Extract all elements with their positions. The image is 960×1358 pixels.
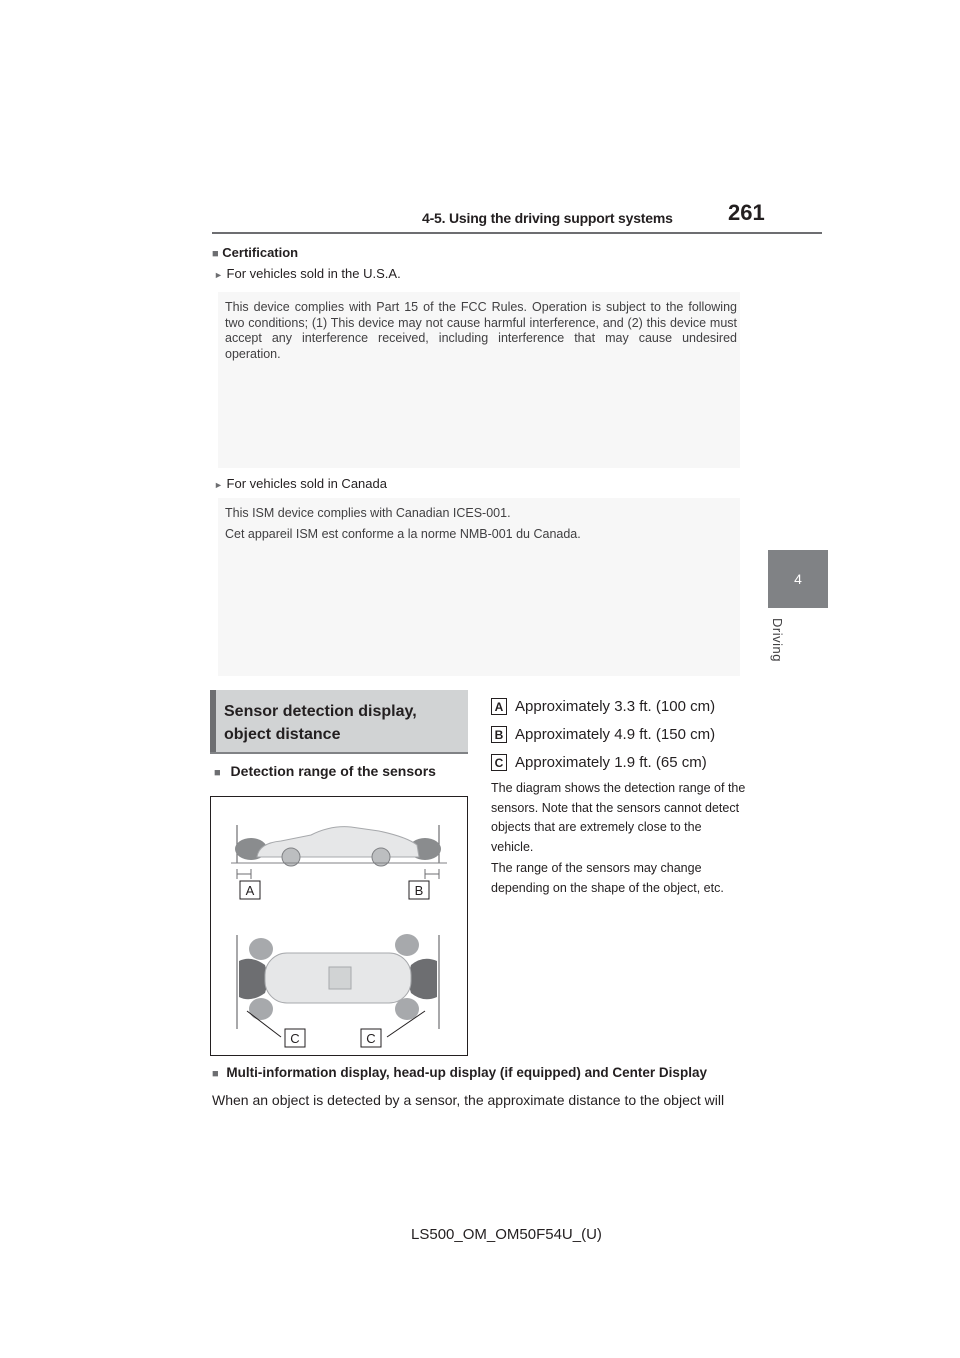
diagram-label-a: A bbox=[245, 883, 255, 898]
detection-heading-text: Detection range of the sensors bbox=[230, 763, 436, 779]
certification-heading bbox=[212, 245, 298, 260]
detection-heading bbox=[214, 763, 436, 779]
display-heading-text: Multi-information display, head-up display (if equipped) and Center Display bbox=[226, 1065, 707, 1080]
corner-sensor-zone bbox=[395, 934, 419, 956]
corner-sensor-zone bbox=[249, 998, 273, 1020]
certification-heading-text: Certification bbox=[222, 245, 299, 260]
header-rule bbox=[212, 232, 822, 234]
arrow-bullet-icon: ► bbox=[214, 480, 223, 490]
chapter-number: 4 bbox=[794, 571, 802, 587]
page-number: 261 bbox=[728, 200, 765, 225]
canada-label bbox=[214, 476, 387, 491]
sunroof bbox=[329, 967, 351, 989]
square-bullet-icon: ■ bbox=[214, 767, 221, 779]
canada-line-1: This ISM device complies with Canadian ICES-001. bbox=[225, 506, 511, 520]
diagram-label-c1: C bbox=[290, 1031, 300, 1046]
square-bullet-icon: ■ bbox=[212, 1068, 219, 1080]
diagram-label-b: B bbox=[414, 883, 424, 898]
canada-label-text: For vehicles sold in Canada bbox=[226, 476, 387, 491]
sensor-range-diagram-svg bbox=[211, 797, 467, 1055]
display-heading bbox=[212, 1065, 707, 1080]
letter-box-a: A bbox=[491, 698, 507, 715]
section-underline bbox=[210, 752, 468, 754]
running-header-section: 4-5. Using the driving support systems bbox=[422, 210, 673, 226]
chapter-tab bbox=[768, 550, 828, 608]
square-bullet-icon: ■ bbox=[212, 248, 219, 260]
display-body-text: When an object is detected by a sensor, the approximate distance to the object will bbox=[212, 1092, 725, 1108]
usa-label-text: For vehicles sold in the U.S.A. bbox=[226, 266, 401, 281]
section-title: Sensor detection display, object distance bbox=[224, 703, 417, 743]
range-b-text: Approximately 4.9 ft. (150 cm) bbox=[515, 726, 716, 743]
corner-sensor-zone bbox=[249, 938, 273, 960]
arrow-bullet-icon: ► bbox=[214, 270, 223, 280]
chapter-label: Driving bbox=[770, 618, 785, 662]
detection-note-1: The diagram shows the detection range of the sensors. Note that the sensors cannot detect objects that are extremely close to the vehicle. bbox=[491, 781, 746, 854]
range-a-text: Approximately 3.3 ft. (100 cm) bbox=[515, 698, 716, 715]
sensor-range-diagram bbox=[210, 796, 468, 1056]
letter-box-b: B bbox=[491, 726, 507, 743]
usa-certification-box bbox=[218, 292, 740, 468]
section-title-box bbox=[210, 690, 468, 752]
canada-certification-box bbox=[218, 498, 740, 676]
canada-line-2: Cet appareil ISM est conforme a la norme NMB-001 du Canada. bbox=[225, 527, 581, 541]
diagram-label-c2: C bbox=[366, 1031, 376, 1046]
car-side-body bbox=[257, 827, 419, 857]
footer-code: LS500_OM_OM50F54U_(U) bbox=[411, 1226, 602, 1243]
usa-certification-text: This device complies with Part 15 of the FCC Rules. Operation is subject to the following two conditions; (1) This device may not cause harmful interference, and (2) this device must accept any interference received, including interference that may cause undesired operation. bbox=[225, 300, 737, 361]
letter-box-c: C bbox=[491, 754, 507, 771]
detection-note-2: The range of the sensors may change depending on the shape of the object, etc. bbox=[491, 861, 724, 895]
range-c-text: Approximately 1.9 ft. (65 cm) bbox=[515, 754, 707, 771]
usa-label bbox=[214, 266, 401, 281]
